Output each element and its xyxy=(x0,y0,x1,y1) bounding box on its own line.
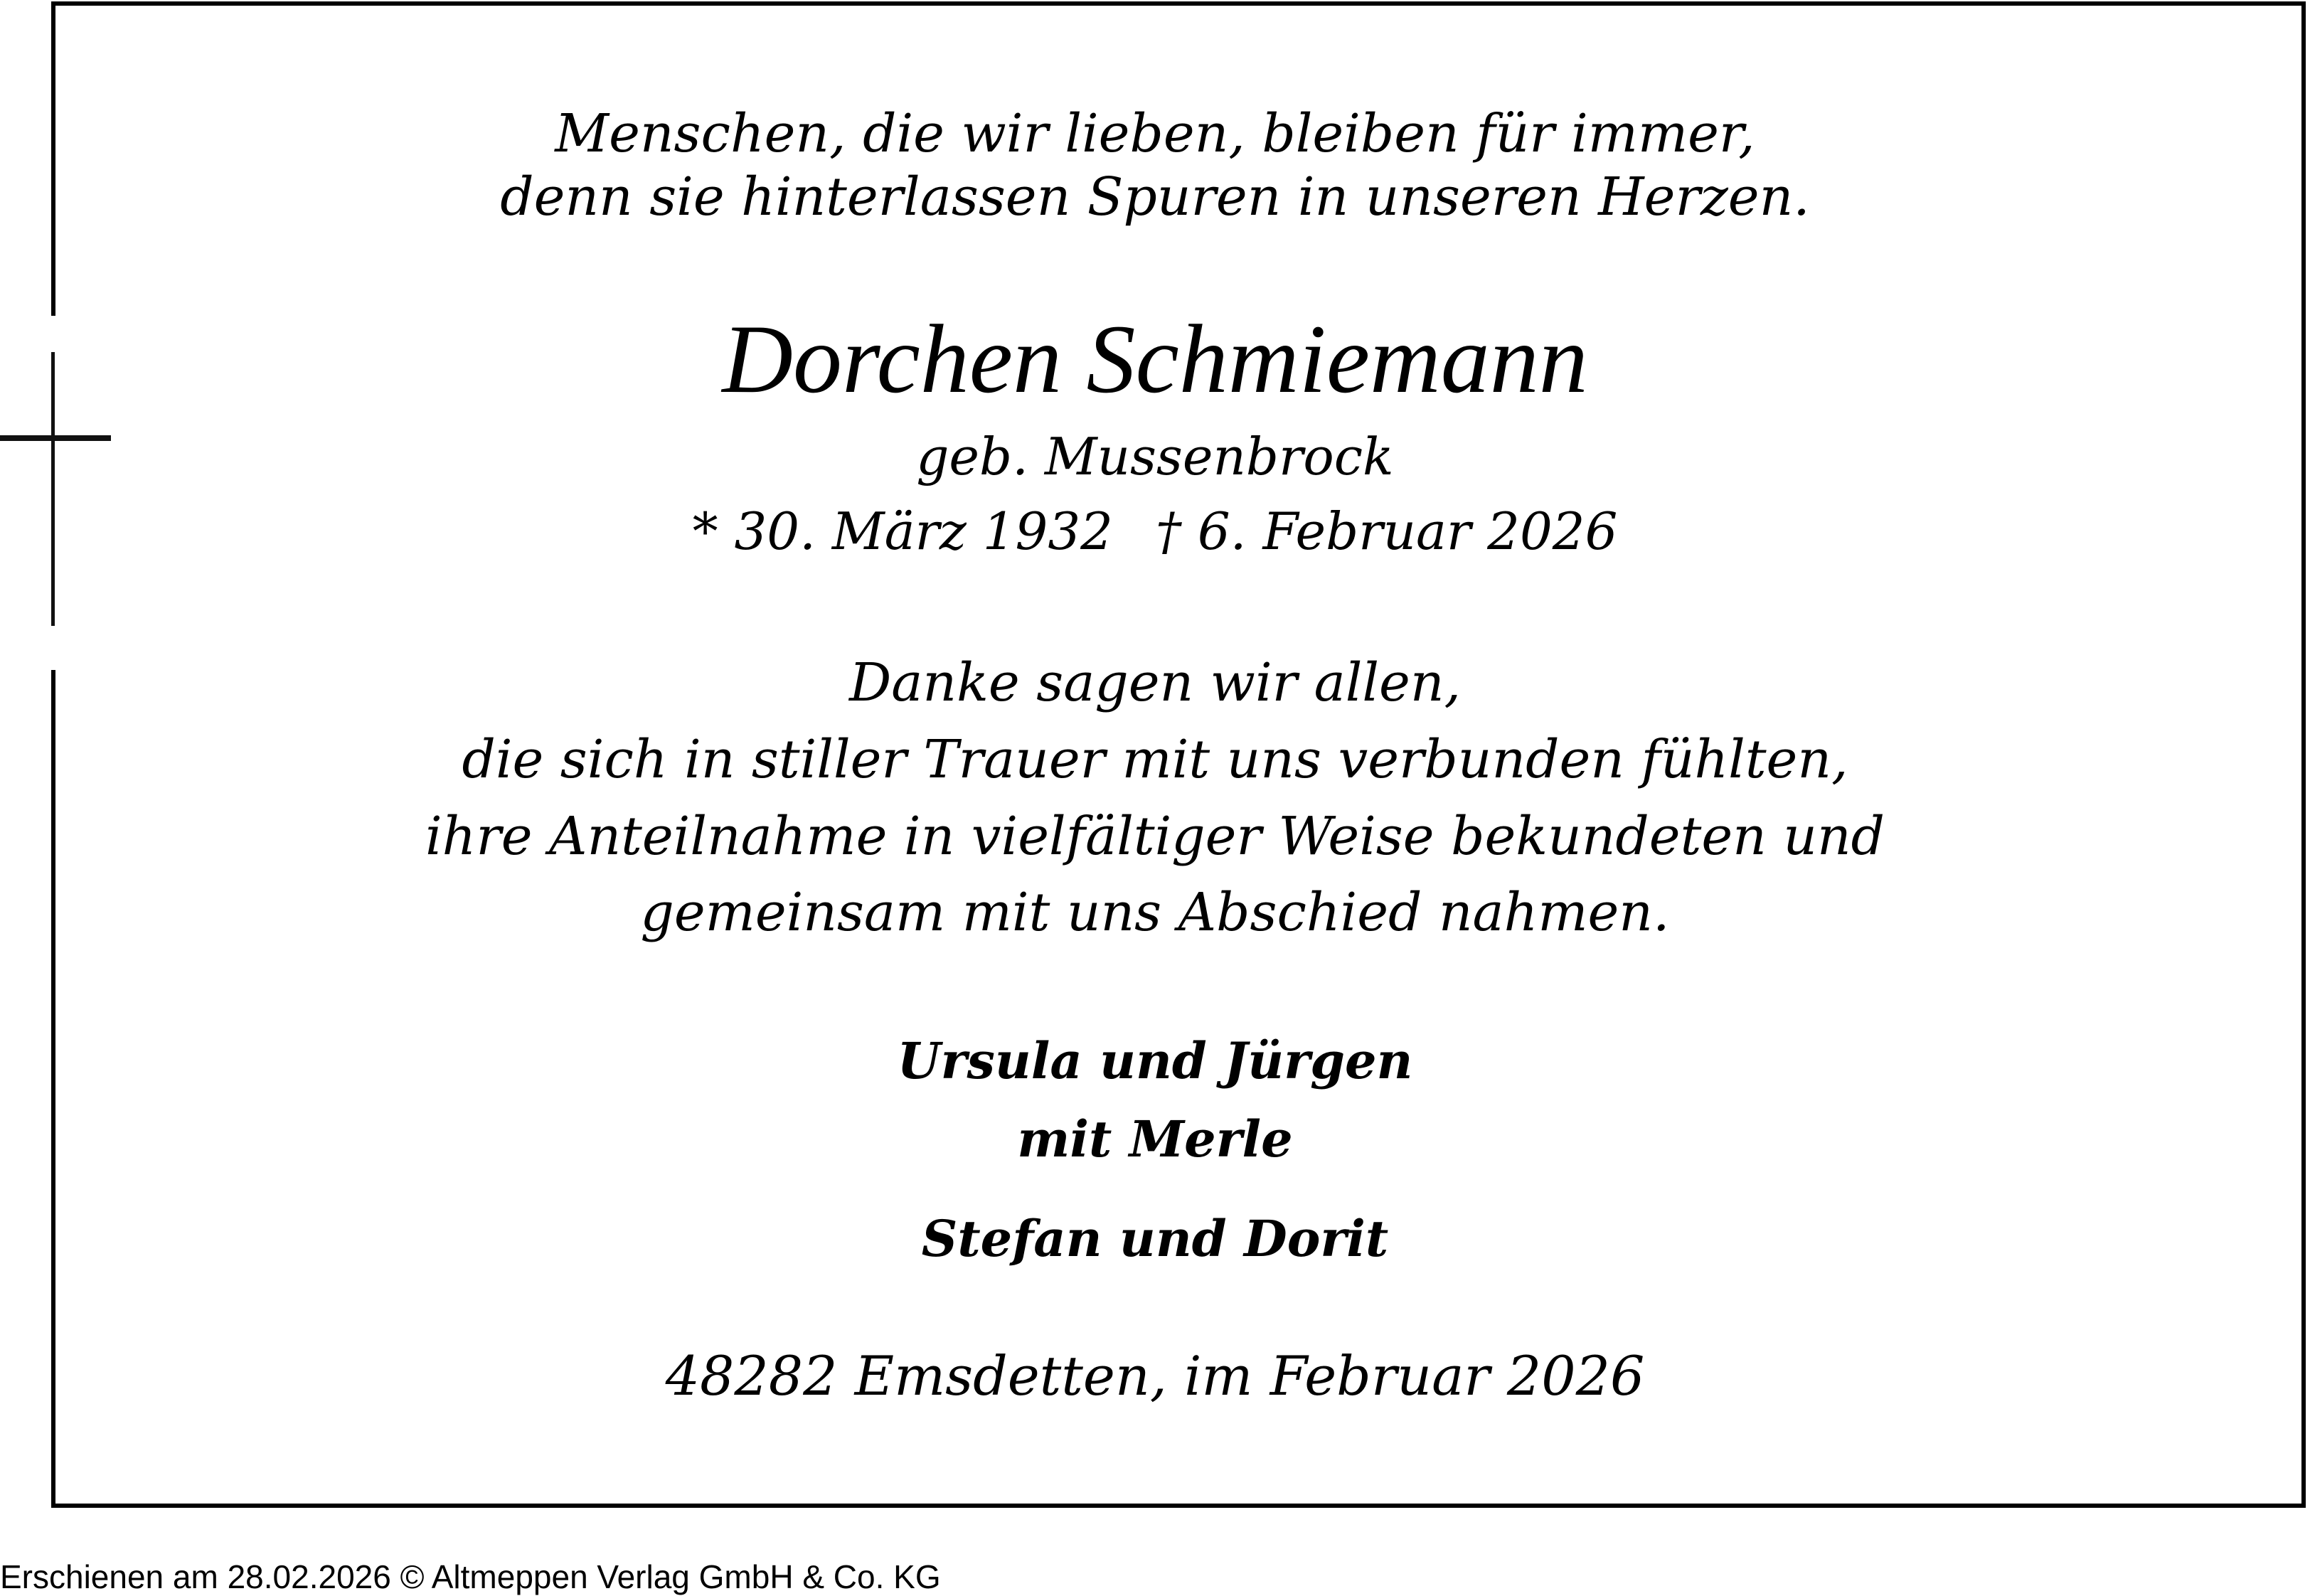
thanks-line-1: Danke sagen wir allen, xyxy=(848,652,1462,713)
mourner-line-1: Ursula und Jürgen xyxy=(897,1031,1413,1090)
birth-date: * 30. März 1932 xyxy=(692,501,1113,561)
thanks-line-4: gemeinsam mit uns Abschied nahmen. xyxy=(640,882,1670,943)
mourner-line-3: Stefan und Dorit xyxy=(921,1209,1389,1268)
mourner-line-2: mit Merle xyxy=(1017,1110,1293,1169)
deceased-name: Dorchen Schmiemann xyxy=(722,304,1588,413)
thanks-line-2: die sich in stiller Trauer mit uns verbunden fühlten, xyxy=(462,729,1848,790)
place-date: 48282 Emsdetten, im Februar 2026 xyxy=(665,1344,1645,1408)
motto-line-1: Menschen, die wir lieben, bleiben für immer, xyxy=(555,103,1755,164)
death-date: † 6. Februar 2026 xyxy=(1155,501,1618,561)
life-dates xyxy=(0,501,2310,561)
publication-footer: Erschienen am 28.02.2026 © Altmeppen Verlag GmbH & Co. KG xyxy=(0,1558,941,1595)
thanks-line-3: ihre Anteilnahme in vielfältiger Weise bekundeten und xyxy=(425,806,1885,867)
motto-line-2: denn sie hinterlassen Spuren in unseren Herzen. xyxy=(500,166,1810,228)
maiden-name: geb. Mussenbrock xyxy=(916,427,1394,486)
